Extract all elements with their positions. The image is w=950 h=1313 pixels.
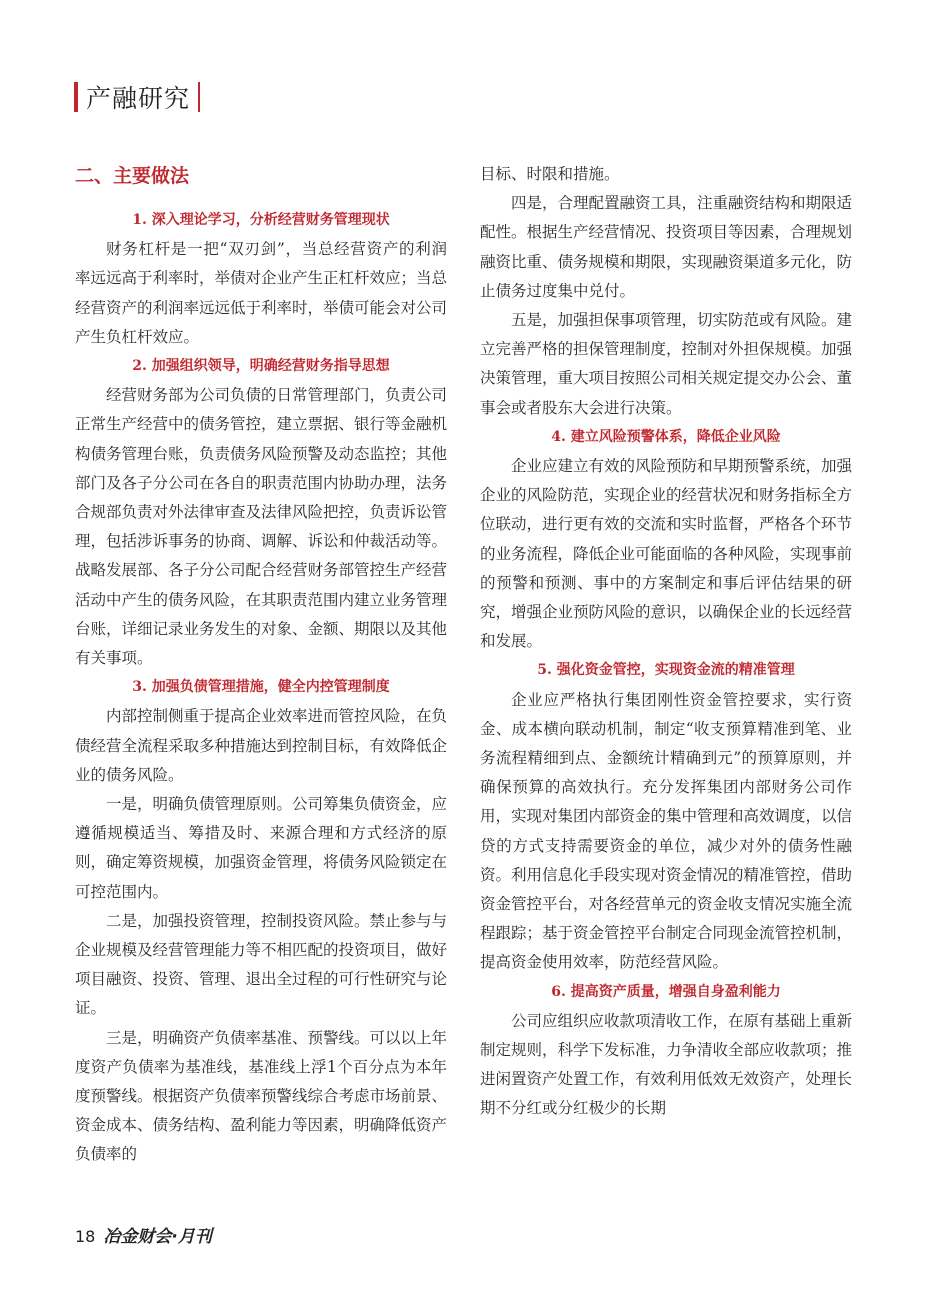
paragraph: 内部控制侧重于提高企业效率进而管控风险，在负债经营全流程采取多种措施达到控制目标，有效降低企业的债务风险。 (75, 707, 448, 784)
page-footer (75, 1222, 212, 1247)
subheading-5: 5. 强化资金管控，实现资金流的精准管理 (537, 662, 795, 679)
left-column (75, 160, 447, 1170)
paragraph-continued: 目标、时限和措施。 (480, 165, 620, 183)
column-header (74, 80, 200, 114)
right-column (480, 160, 852, 1124)
subheading-4: 4. 建立风险预警体系，降低企业风险 (551, 428, 781, 445)
paragraph: 经营财务部为公司负债的日常管理部门，负责公司正常生产经营中的债务管控，建立票据、银行等金融机构债务管理台账，负责债务风险预警及动态监控；其他部门及各子分公司在各自的职责范围内协助办理，法务合规部负责对外法律审查及法律风险把控，负责诉讼管理，包括涉诉事务的协商、调解、诉讼和仲裁活动等。战略发展部、各子分公司配合经营财务部管控生产经营活动中产生的债务风险，在其职责范围内建立业务管理台账，详细记录业务发生的对象、金额、期限以及其他有关事项。 (75, 386, 448, 668)
subheading-3: 3. 加强负债管理措施，健全内控管理制度 (132, 679, 390, 696)
paragraph: 企业应建立有效的风险预防和早期预警系统，加强企业的风险防范，实现企业的经营状况和财务指标全方位联动，进行更有效的交流和实时监督，严格各个环节的业务流程，降低企业可能面临的各种风险，实现事前的预警和预测、事中的方案制定和事后评估结果的研究，增强企业预防风险的意识，以确保企业的长远经营和发展。 (480, 457, 853, 651)
journal-name: 冶金财会·月刊 (103, 1227, 212, 1247)
paragraph: 公司应组织应收款项清收工作，在原有基础上重新制定规则，科学下发标准，力争清收全部应收款项；推进闲置资产处置工作，有效利用低效无效资产，处理长期不分红或分红极少的长期 (480, 1011, 853, 1118)
paragraph: 三是，明确资产负债率基准、预警线。可以以上年度资产负债率为基准线，基准线上浮1个百分点为本年度预警线。根据资产负债率预警线综合考虑市场前景、资金成本、债务结构、盈利能力等因素，明确降低资产负债率的 (75, 1028, 448, 1164)
subheading-6: 6. 提高资产质量，增强自身盈利能力 (551, 983, 781, 1000)
paragraph: 四是，合理配置融资工具，注重融资结构和期限适配性。根据生产经营情况、投资项目等因素，合理规划融资比重、债务规模和期限，实现融资渠道多元化，防止债务过度集中兑付。 (480, 194, 853, 300)
paragraph: 财务杠杆是一把“双刃剑”，当总经营资产的利润率远远高于利率时，举债对企业产生正杠杆效应；当总经营资产的利润率远远低于利率时，举债可能会对公司产生负杠杆效应。 (75, 240, 448, 346)
header-accent-bar-right (198, 82, 200, 112)
subheading-1: 1. 深入理论学习，分析经营财务管理现状 (132, 212, 390, 228)
paragraph: 二是，加强投资管理，控制投资风险。禁止参与与企业规模及经营管理能力等不相匹配的投资项目，做好项目融资、投资、管理、退出全过程的可行性研究与论证。 (75, 911, 448, 1018)
paragraph: 一是，明确负债管理原则。公司筹集负债资金，应遵循规模适当、筹措及时、来源合理和方式经济的原则，确定筹资规模，加强资金管理，将债务风险锁定在可控范围内。 (75, 795, 448, 901)
subheading-2: 2. 加强组织领导，明确经营财务指导思想 (132, 358, 390, 374)
column-title: 产融研究 (86, 84, 191, 113)
paragraph: 五是，加强担保事项管理，切实防范或有风险。建立完善严格的担保管理制度，控制对外担保规模。加强决策管理，重大项目按照公司相关规定提交办公会、董事会或者股东大会进行决策。 (480, 311, 853, 417)
page-number: 18 (75, 1227, 96, 1246)
paragraph: 企业应严格执行集团刚性资金管控要求，实行资金、成本横向联动机制，制定“收支预算精准到笔、业务流程精细到点、金额统计精确到元”的预算原则，并确保预算的高效执行。充分发挥集团内部财务公司作用，实现对集团内部资金的集中管理和高效调度，以信贷的方式支持需要资金的单位，减少对外的债务性融资。利用信息化手段实现对资金情况的精准管控，借助资金管控平台，对各经营单元的资金收支情况实施全流程跟踪；基于资金管控平台制定合同现金流管控机制，提高资金使用效率，防范经营风险。 (480, 690, 853, 972)
section-title: 二、主要做法 (75, 165, 190, 187)
header-accent-bar (74, 82, 78, 112)
